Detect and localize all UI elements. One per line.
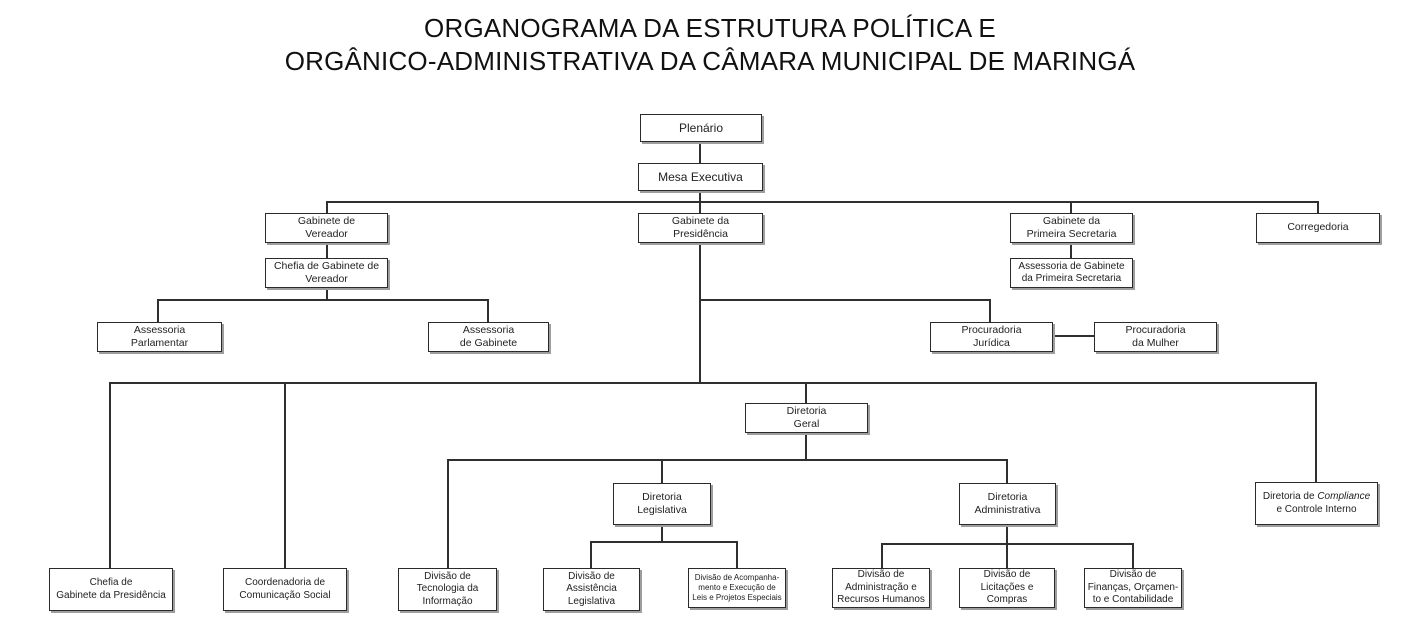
- connector-line: [1070, 201, 1072, 213]
- connector-line: [1317, 201, 1319, 213]
- node-divisao-de-administracao-e-recursos-humanos: [832, 568, 930, 608]
- connector-line: [487, 299, 489, 322]
- node-label-line: Assessoria: [133, 323, 186, 336]
- node-label-line: Divisão de: [983, 569, 1031, 581]
- node-corregedoria: [1256, 213, 1380, 243]
- node-assessoria-de-gabinete-da-primeira-secretaria: [1010, 258, 1133, 288]
- node-label-line: mento e Execução de: [698, 583, 776, 592]
- node-label-line: Assessoria de Gabinete: [1018, 260, 1125, 272]
- node-coordenadoria-de-comunicacao-social: [223, 568, 347, 611]
- connector-line: [1006, 525, 1008, 545]
- node-label-line: de Gabinete: [459, 337, 518, 349]
- node-label-line: Gabinete de: [297, 214, 356, 227]
- node-label-line: Gabinete da Presidência: [56, 589, 166, 601]
- node-label-line: Comunicação Social: [239, 589, 331, 601]
- page-title-line-1: ORGANOGRAMA DA ESTRUTURA POLÍTICA E: [424, 13, 996, 43]
- connector-line: [1053, 335, 1094, 337]
- node-plenario: [640, 114, 762, 142]
- connector-line: [590, 541, 592, 568]
- connector-line: [989, 299, 991, 322]
- node-label-line: da Primeira Secretaria: [1021, 273, 1122, 284]
- node-diretoria-administrativa: [959, 483, 1056, 525]
- node-diretoria-de-compliance-e-controle-interno: [1255, 482, 1378, 525]
- node-label-line: Coordenadoria de: [244, 577, 326, 588]
- node-label-line: Compras: [986, 594, 1028, 606]
- connector-line: [1315, 382, 1317, 482]
- node-mesa-executiva: [638, 163, 763, 191]
- node-label-line: Leis e Projetos Especiais: [692, 593, 782, 602]
- connector-line: [326, 201, 328, 213]
- node-label-line: Mesa Executiva: [658, 169, 743, 184]
- node-diretoria-geral: [745, 403, 868, 433]
- connector-line: [326, 242, 328, 258]
- node-label-line: Gabinete da: [671, 214, 730, 227]
- node-label-line: Chefia de Gabinete de: [273, 259, 380, 272]
- connector-line: [157, 299, 159, 322]
- connector-line: [805, 432, 807, 461]
- node-divisao-de-financas-orcamento-e-contabilidade: [1084, 568, 1182, 608]
- node-label-line: Diretoria: [786, 404, 827, 417]
- node-gabinete-da-presidencia: [638, 213, 763, 243]
- node-assessoria-parlamentar: [97, 322, 222, 352]
- connector-line: [109, 382, 111, 568]
- node-divisao-de-acompanhamento-e-execucao-de-leis-e-projetos-especiais: [688, 568, 786, 608]
- node-label-line: e Controle Interno: [1276, 503, 1357, 515]
- node-label-line: Recursos Humanos: [837, 594, 925, 606]
- node-label-line: Jurídica: [973, 337, 1010, 349]
- node-label-line: Diretoria: [987, 490, 1028, 503]
- node-label-line: Geral: [793, 418, 820, 430]
- node-label-line: Divisão de: [1109, 569, 1157, 581]
- node-procuradoria-juridica: [930, 322, 1053, 352]
- connector-line: [661, 459, 663, 483]
- node-label-line: Divisão de: [568, 570, 615, 582]
- node-chefia-de-gabinete-da-presidencia: [49, 568, 173, 611]
- connector-line: [805, 382, 807, 403]
- node-label-line: da Mulher: [1132, 337, 1179, 349]
- node-label-line: Informação: [422, 595, 473, 607]
- node-label-line: Administrativa: [974, 504, 1041, 516]
- node-label-line: Legislativa: [637, 504, 687, 516]
- node-label-line: Procuradoria: [961, 323, 1022, 336]
- node-label-line: Licitações e: [980, 581, 1034, 593]
- node-chefia-de-gabinete-de-vereador: [265, 258, 388, 288]
- node-label-line: Diretoria de Compliance: [1262, 491, 1371, 502]
- connector-line: [447, 459, 1008, 461]
- node-procuradoria-da-mulher: [1094, 322, 1217, 352]
- node-label-line: Parlamentar: [130, 337, 189, 349]
- node-label-line: Finanças, Orçamen-: [1087, 581, 1179, 593]
- connector-line: [1006, 459, 1008, 483]
- connector-line: [326, 201, 1319, 203]
- node-assessoria-de-gabinete: [428, 322, 549, 352]
- connector-line: [699, 299, 991, 301]
- connector-line: [736, 541, 738, 568]
- page-title-line-2: ORGÂNICO-ADMINISTRATIVA DA CÂMARA MUNICIPAL DE MARINGÁ: [284, 46, 1136, 76]
- node-label-line: Vereador: [305, 228, 348, 240]
- node-label-line: Administração e: [845, 581, 917, 593]
- node-label-line: Legislativa: [567, 595, 616, 607]
- connector-line: [699, 242, 701, 384]
- node-label-line: Vereador: [305, 273, 348, 285]
- node-gabinete-de-vereador: [265, 213, 388, 243]
- node-label-line: to e Contabilidade: [1092, 594, 1174, 606]
- connector-line: [284, 382, 286, 568]
- node-label-line: Plenário: [678, 120, 724, 135]
- node-label-line: Primeira Secretaria: [1026, 228, 1117, 240]
- node-gabinete-da-primeira-secretaria: [1010, 213, 1133, 243]
- node-diretoria-legislativa: [613, 483, 711, 525]
- node-label-line: Assessoria: [462, 323, 515, 336]
- node-divisao-de-assistencia-legislativa: [543, 568, 640, 611]
- connector-line: [699, 142, 701, 163]
- node-label-line: Assistência: [566, 583, 617, 595]
- node-divisao-de-licitacoes-e-compras: [959, 568, 1055, 608]
- connector-line: [447, 459, 449, 568]
- connector-line: [109, 382, 1317, 384]
- connector-line: [1070, 242, 1072, 258]
- connector-line: [881, 543, 883, 568]
- connector-line: [1132, 543, 1134, 568]
- node-label-line: Divisão de: [424, 570, 471, 582]
- connector-line: [1006, 543, 1008, 568]
- node-label-line: Diretoria: [642, 490, 682, 503]
- connector-line: [590, 541, 738, 543]
- node-label-line: Divisão de: [857, 569, 905, 581]
- node-divisao-de-tecnologia-da-informacao: [398, 568, 497, 611]
- node-label-line: Chefia de: [89, 577, 133, 588]
- page-title: [0, 12, 1420, 78]
- node-label-line: Tecnologia da: [416, 583, 479, 595]
- node-label-line: Divisão de Acompanha-: [694, 573, 780, 582]
- node-label-line: Gabinete da: [1042, 214, 1101, 227]
- node-label-line: Procuradoria: [1125, 323, 1186, 336]
- node-label-line: Presidência: [673, 228, 728, 240]
- node-label-line: Corregedoria: [1287, 221, 1349, 234]
- connector-line: [157, 299, 489, 301]
